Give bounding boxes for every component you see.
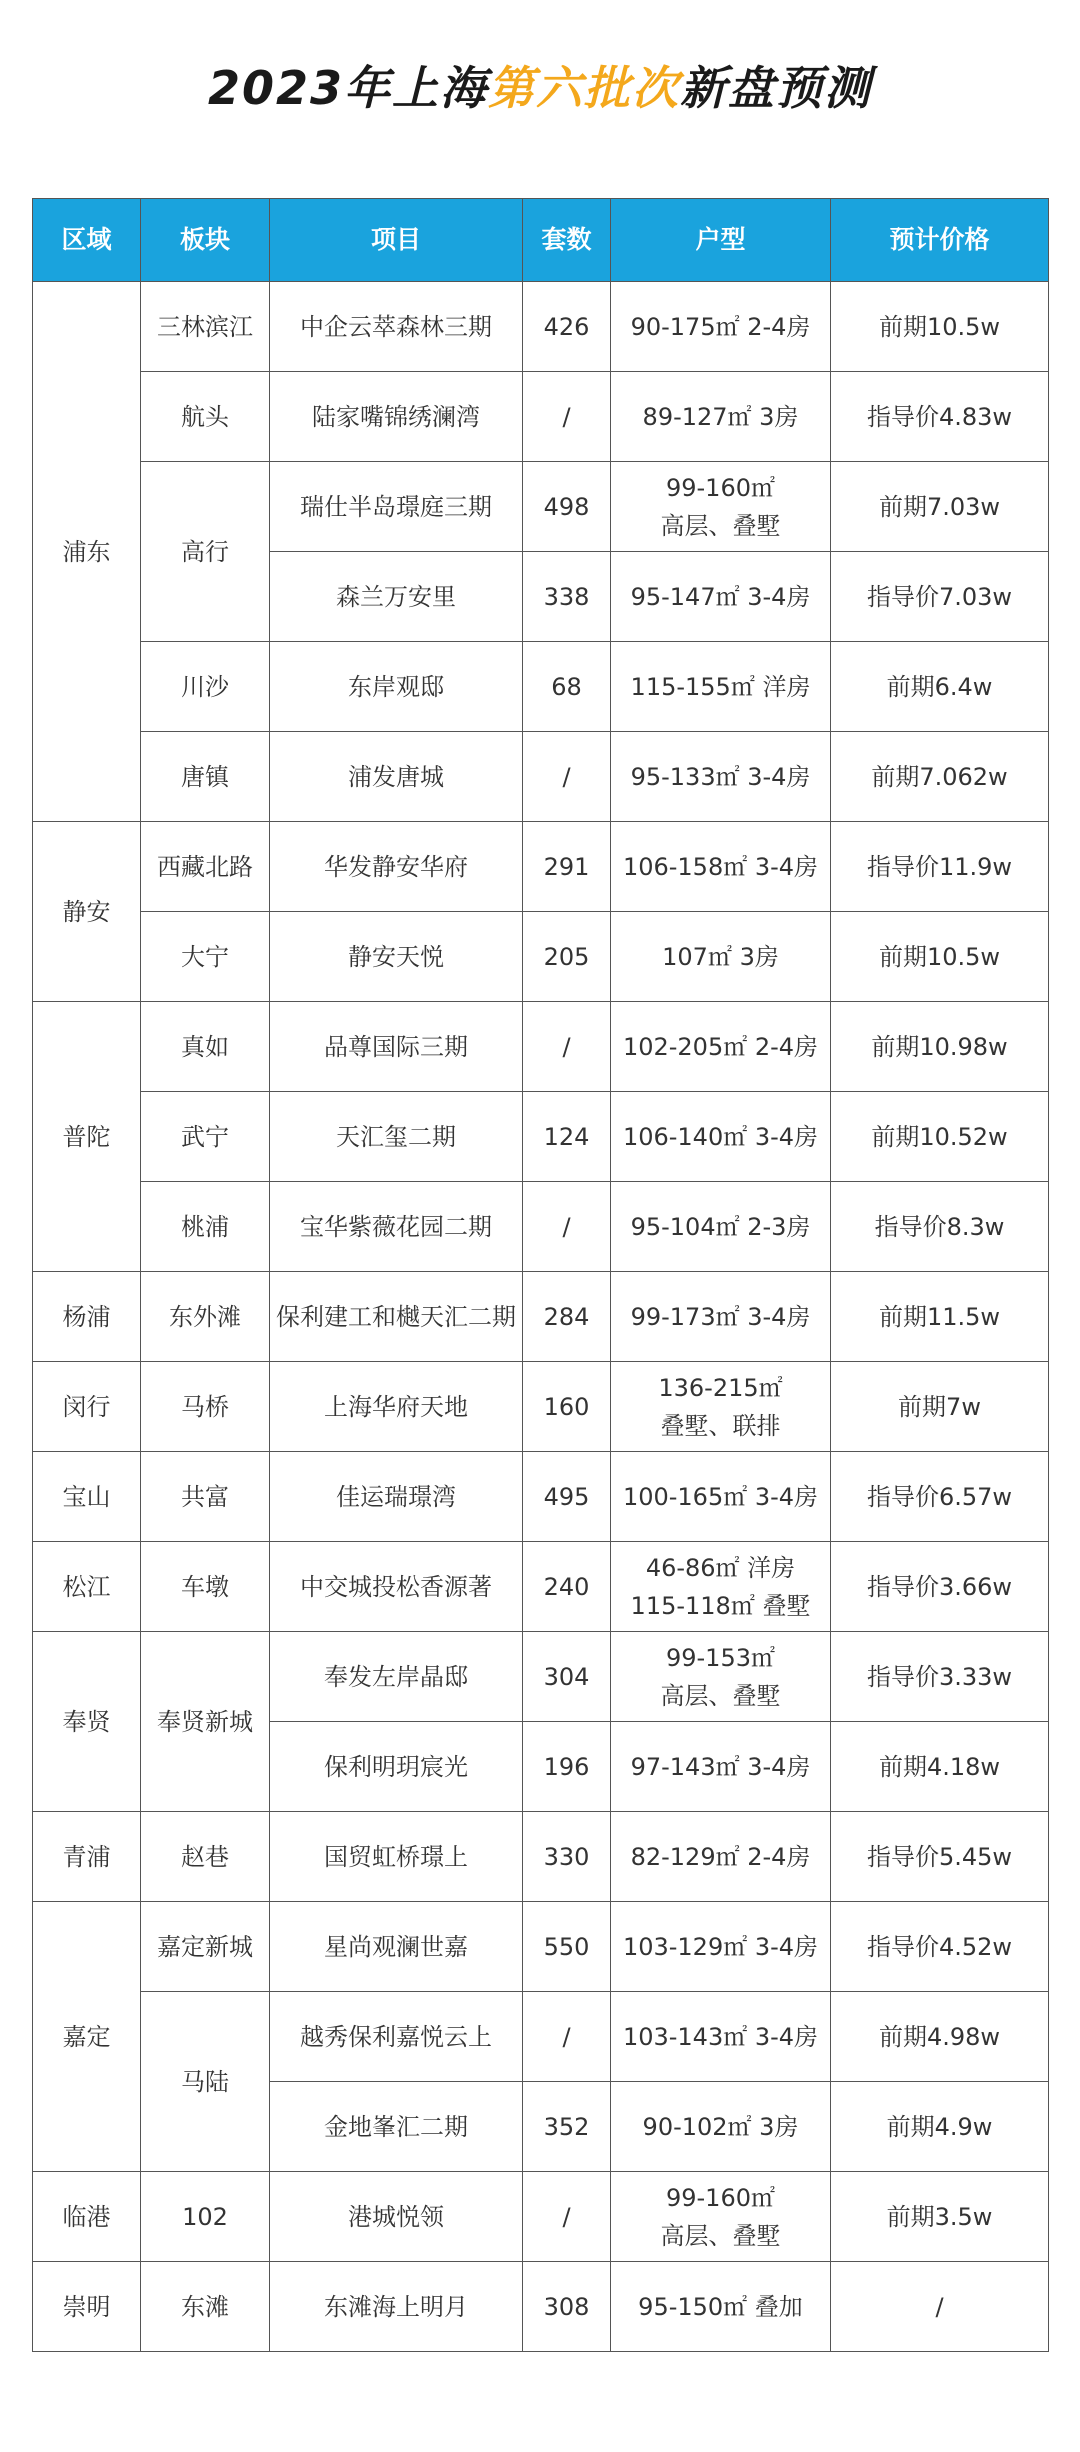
price-cell: 指导价8.3w	[831, 1182, 1049, 1272]
block-cell: 东外滩	[141, 1272, 270, 1362]
project-cell: 奉发左岸晶邸	[270, 1632, 523, 1722]
block-cell: 马桥	[141, 1362, 270, 1452]
block-cell: 西藏北路	[141, 822, 270, 912]
unit-type-line: 82-129㎡ 2-4房	[630, 1842, 811, 1871]
region-cell: 闵行	[33, 1362, 141, 1452]
units-cell: 205	[523, 912, 611, 1002]
price-cell: 前期10.5w	[831, 912, 1049, 1002]
block-cell: 东滩	[141, 2262, 270, 2352]
price-cell: 前期4.9w	[831, 2082, 1049, 2172]
price-cell: 前期4.18w	[831, 1722, 1049, 1812]
unit-type-line: 136-215㎡	[658, 1373, 783, 1402]
table-row	[33, 732, 1049, 822]
unit-type-cell	[611, 2262, 831, 2352]
units-cell: 240	[523, 1542, 611, 1632]
units-cell: 196	[523, 1722, 611, 1812]
table-row	[33, 1272, 1049, 1362]
unit-type-line: 高层、叠墅	[660, 511, 781, 540]
region-cell: 松江	[33, 1542, 141, 1632]
unit-type-line: 106-140㎡ 3-4房	[622, 1122, 819, 1151]
project-cell: 港城悦领	[270, 2172, 523, 2262]
unit-type-cell	[611, 372, 831, 462]
unit-type-line: 99-160㎡	[665, 473, 775, 502]
title-part1: 2023年上海	[207, 61, 489, 115]
table-row	[33, 2262, 1049, 2352]
price-cell: 前期3.5w	[831, 2172, 1049, 2262]
table-row	[33, 642, 1049, 732]
table-row	[33, 1632, 1049, 1722]
unit-type-cell	[611, 1002, 831, 1092]
header-block: 板块	[141, 199, 270, 282]
unit-type-line: 97-143㎡ 3-4房	[630, 1752, 811, 1781]
block-cell: 赵巷	[141, 1812, 270, 1902]
table-row	[33, 912, 1049, 1002]
price-cell: 指导价6.57w	[831, 1452, 1049, 1542]
units-cell: 426	[523, 282, 611, 372]
block-cell: 真如	[141, 1002, 270, 1092]
block-cell: 马陆	[141, 1992, 270, 2172]
units-cell: 160	[523, 1362, 611, 1452]
unit-type-cell	[611, 552, 831, 642]
project-cell: 中企云萃森林三期	[270, 282, 523, 372]
price-cell: 指导价3.66w	[831, 1542, 1049, 1632]
unit-type-cell	[611, 1542, 831, 1632]
table-row	[33, 1992, 1049, 2082]
units-cell: 498	[523, 462, 611, 552]
units-cell: 284	[523, 1272, 611, 1362]
units-cell: 338	[523, 552, 611, 642]
unit-type-cell	[611, 1632, 831, 1722]
project-cell: 品尊国际三期	[270, 1002, 523, 1092]
project-cell: 东滩海上明月	[270, 2262, 523, 2352]
project-cell: 瑞仕半岛璟庭三期	[270, 462, 523, 552]
price-cell: 前期6.4w	[831, 642, 1049, 732]
units-cell: 291	[523, 822, 611, 912]
units-cell: /	[523, 1002, 611, 1092]
table-row	[33, 282, 1049, 372]
region-cell: 宝山	[33, 1452, 141, 1542]
unit-type-cell	[611, 912, 831, 1002]
units-cell: /	[523, 372, 611, 462]
unit-type-cell	[611, 1812, 831, 1902]
project-cell: 东岸观邸	[270, 642, 523, 732]
unit-type-line: 100-165㎡ 3-4房	[622, 1482, 819, 1511]
unit-type-line: 115-118㎡ 叠墅	[630, 1591, 811, 1620]
unit-type-cell	[611, 1902, 831, 1992]
unit-type-cell	[611, 1452, 831, 1542]
price-cell: 前期10.5w	[831, 282, 1049, 372]
unit-type-line: 115-155㎡ 洋房	[630, 672, 811, 701]
price-cell: 前期11.5w	[831, 1272, 1049, 1362]
price-cell: 指导价7.03w	[831, 552, 1049, 642]
title-highlight: 第六批次	[488, 61, 681, 115]
region-cell: 普陀	[33, 1002, 141, 1272]
header-region: 区域	[33, 199, 141, 282]
unit-type-line: 102-205㎡ 2-4房	[622, 1032, 819, 1061]
unit-type-line: 46-86㎡ 洋房	[645, 1553, 796, 1582]
header-project: 项目	[270, 199, 523, 282]
region-cell: 杨浦	[33, 1272, 141, 1362]
table-row	[33, 462, 1049, 552]
project-cell: 森兰万安里	[270, 552, 523, 642]
block-cell: 川沙	[141, 642, 270, 732]
price-cell: /	[831, 2262, 1049, 2352]
project-cell: 宝华紫薇花园二期	[270, 1182, 523, 1272]
unit-type-line: 99-173㎡ 3-4房	[630, 1302, 811, 1331]
unit-type-line: 99-160㎡	[665, 2183, 775, 2212]
project-cell: 上海华府天地	[270, 1362, 523, 1452]
table-body	[33, 282, 1049, 2352]
unit-type-line: 高层、叠墅	[660, 2221, 781, 2250]
block-cell: 大宁	[141, 912, 270, 1002]
block-cell: 唐镇	[141, 732, 270, 822]
block-cell: 武宁	[141, 1092, 270, 1182]
table-row	[33, 1542, 1049, 1632]
project-cell: 陆家嘴锦绣澜湾	[270, 372, 523, 462]
unit-type-cell	[611, 1722, 831, 1812]
table-header-row	[33, 199, 1049, 282]
table-row	[33, 372, 1049, 462]
unit-type-cell	[611, 1272, 831, 1362]
block-cell: 三林滨江	[141, 282, 270, 372]
units-cell: 550	[523, 1902, 611, 1992]
table-row	[33, 1812, 1049, 1902]
unit-type-line: 103-143㎡ 3-4房	[622, 2022, 819, 2051]
units-cell: 495	[523, 1452, 611, 1542]
table-row	[33, 1182, 1049, 1272]
project-cell: 浦发唐城	[270, 732, 523, 822]
price-cell: 前期7.03w	[831, 462, 1049, 552]
project-cell: 国贸虹桥璟上	[270, 1812, 523, 1902]
project-cell: 佳运瑞璟湾	[270, 1452, 523, 1542]
units-cell: /	[523, 1992, 611, 2082]
units-cell: 352	[523, 2082, 611, 2172]
title-part2: 新盘预测	[680, 61, 873, 115]
project-cell: 天汇玺二期	[270, 1092, 523, 1182]
price-cell: 前期10.98w	[831, 1002, 1049, 1092]
block-cell: 车墩	[141, 1542, 270, 1632]
unit-type-line: 90-102㎡ 3房	[642, 2112, 799, 2141]
project-cell: 星尚观澜世嘉	[270, 1902, 523, 1992]
header-price: 预计价格	[831, 199, 1049, 282]
forecast-table	[32, 198, 1049, 2352]
header-unit-type: 户型	[611, 199, 831, 282]
block-cell: 航头	[141, 372, 270, 462]
units-cell: /	[523, 1182, 611, 1272]
block-cell: 嘉定新城	[141, 1902, 270, 1992]
table-row	[33, 1362, 1049, 1452]
block-cell: 桃浦	[141, 1182, 270, 1272]
units-cell: 330	[523, 1812, 611, 1902]
price-cell: 前期4.98w	[831, 1992, 1049, 2082]
block-cell: 高行	[141, 462, 270, 642]
project-cell: 中交城投松香源著	[270, 1542, 523, 1632]
block-cell: 共富	[141, 1452, 270, 1542]
table-row	[33, 2172, 1049, 2262]
price-cell: 指导价5.45w	[831, 1812, 1049, 1902]
units-cell: /	[523, 2172, 611, 2262]
price-cell: 指导价4.52w	[831, 1902, 1049, 1992]
region-cell: 青浦	[33, 1812, 141, 1902]
unit-type-cell	[611, 462, 831, 552]
price-cell: 指导价11.9w	[831, 822, 1049, 912]
price-cell: 前期7w	[831, 1362, 1049, 1452]
page-title	[0, 52, 1080, 118]
price-cell: 指导价3.33w	[831, 1632, 1049, 1722]
unit-type-line: 103-129㎡ 3-4房	[622, 1932, 819, 1961]
table-row	[33, 822, 1049, 912]
unit-type-cell	[611, 732, 831, 822]
unit-type-line: 叠墅、联排	[660, 1411, 781, 1440]
table-row	[33, 1002, 1049, 1092]
unit-type-cell	[611, 1092, 831, 1182]
unit-type-cell	[611, 1182, 831, 1272]
unit-type-line: 95-133㎡ 3-4房	[630, 762, 811, 791]
project-cell: 华发静安华府	[270, 822, 523, 912]
unit-type-cell	[611, 1362, 831, 1452]
unit-type-line: 高层、叠墅	[660, 1681, 781, 1710]
project-cell: 保利明玥宸光	[270, 1722, 523, 1812]
project-cell: 保利建工和樾天汇二期	[270, 1272, 523, 1362]
unit-type-cell	[611, 822, 831, 912]
unit-type-cell	[611, 1992, 831, 2082]
project-cell: 金地峯汇二期	[270, 2082, 523, 2172]
unit-type-line: 95-104㎡ 2-3房	[630, 1212, 811, 1241]
units-cell: /	[523, 732, 611, 822]
unit-type-line: 106-158㎡ 3-4房	[622, 852, 819, 881]
unit-type-line: 89-127㎡ 3房	[642, 402, 799, 431]
units-cell: 308	[523, 2262, 611, 2352]
unit-type-cell	[611, 2172, 831, 2262]
unit-type-line: 107㎡ 3房	[662, 942, 779, 971]
region-cell: 临港	[33, 2172, 141, 2262]
region-cell: 嘉定	[33, 1902, 141, 2172]
units-cell: 124	[523, 1092, 611, 1182]
price-cell: 前期7.062w	[831, 732, 1049, 822]
table-row	[33, 1452, 1049, 1542]
units-cell: 68	[523, 642, 611, 732]
region-cell: 浦东	[33, 282, 141, 822]
header-units: 套数	[523, 199, 611, 282]
unit-type-cell	[611, 282, 831, 372]
price-cell: 前期10.52w	[831, 1092, 1049, 1182]
region-cell: 崇明	[33, 2262, 141, 2352]
unit-type-line: 95-150㎡ 叠加	[638, 2292, 803, 2321]
table-row	[33, 1902, 1049, 1992]
region-cell: 静安	[33, 822, 141, 1002]
unit-type-line: 90-175㎡ 2-4房	[630, 312, 811, 341]
price-cell: 指导价4.83w	[831, 372, 1049, 462]
block-cell: 102	[141, 2172, 270, 2262]
unit-type-cell	[611, 642, 831, 732]
region-cell: 奉贤	[33, 1632, 141, 1812]
block-cell: 奉贤新城	[141, 1632, 270, 1812]
project-cell: 静安天悦	[270, 912, 523, 1002]
unit-type-line: 99-153㎡	[665, 1643, 775, 1672]
project-cell: 越秀保利嘉悦云上	[270, 1992, 523, 2082]
unit-type-line: 95-147㎡ 3-4房	[630, 582, 811, 611]
unit-type-cell	[611, 2082, 831, 2172]
units-cell: 304	[523, 1632, 611, 1722]
table-row	[33, 1092, 1049, 1182]
